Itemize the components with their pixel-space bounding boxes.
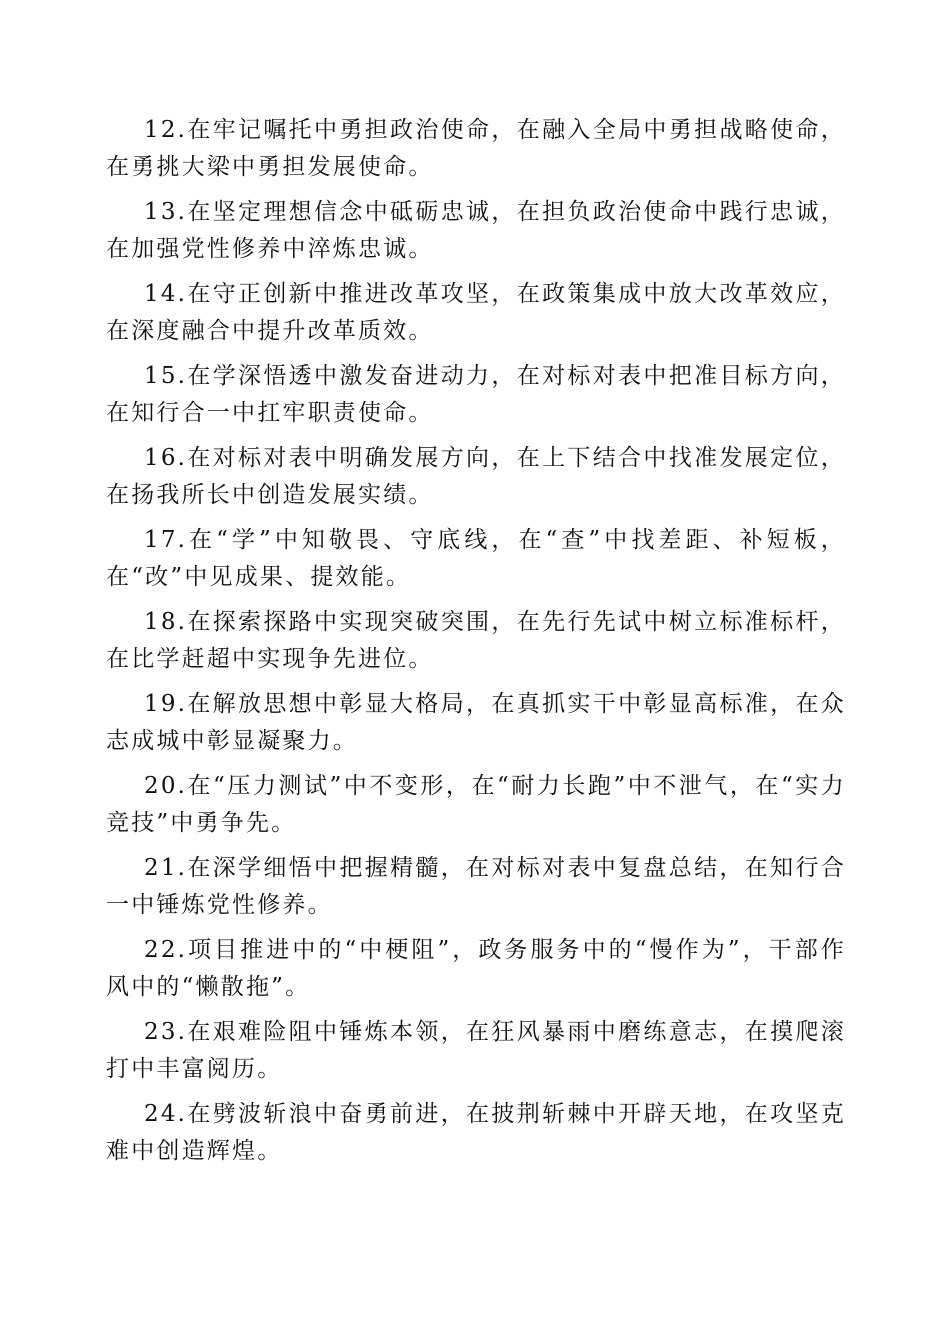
- paragraph-number: 17.: [144, 527, 188, 553]
- paragraph-21: [106, 850, 846, 932]
- paragraph-24: [106, 1096, 846, 1178]
- paragraph-18: [106, 604, 846, 686]
- paragraph-22: [106, 932, 846, 1014]
- paragraph-number: 13.: [144, 199, 188, 225]
- paragraph-16: [106, 440, 846, 522]
- paragraph-23: [106, 1014, 846, 1096]
- paragraph-20: [106, 768, 846, 850]
- paragraph-text: 项目推进中的“中梗阻”，政务服务中的“慢作为”，干部作风中的“懒散拖”。: [106, 937, 846, 1000]
- paragraph-text: 在探索探路中实现突破突围，在先行先试中树立标准标杆，在比学赶超中实现争先进位。: [106, 609, 846, 672]
- paragraph-14: [106, 276, 846, 358]
- paragraph-text: 在解放思想中彰显大格局，在真抓实干中彰显高标准，在众志成城中彰显凝聚力。: [106, 691, 846, 754]
- paragraph-13: [106, 194, 846, 276]
- paragraph-number: 20.: [144, 773, 188, 799]
- paragraph-number: 19.: [144, 691, 188, 717]
- paragraph-number: 14.: [144, 281, 188, 307]
- paragraph-text: 在劈波斩浪中奋勇前进，在披荆斩棘中开辟天地，在攻坚克难中创造辉煌。: [106, 1101, 846, 1164]
- paragraph-17: [106, 522, 846, 604]
- paragraph-number: 22.: [144, 937, 188, 963]
- paragraph-text: 在学深悟透中激发奋进动力，在对标对表中把准目标方向，在知行合一中扛牢职责使命。: [106, 363, 846, 426]
- paragraph-text: 在坚定理想信念中砥砺忠诚，在担负政治使命中践行忠诚，在加强党性修养中淬炼忠诚。: [106, 199, 846, 262]
- paragraph-number: 23.: [144, 1019, 188, 1045]
- paragraph-number: 12.: [144, 117, 188, 143]
- paragraph-text: 在对标对表中明确发展方向，在上下结合中找准发展定位，在扬我所长中创造发展实绩。: [106, 445, 846, 508]
- paragraph-text: 在“学”中知敬畏、守底线，在“查”中找差距、补短板，在“改”中见成果、提效能。: [106, 527, 846, 590]
- paragraph-number: 18.: [144, 609, 188, 635]
- paragraph-19: [106, 686, 846, 768]
- paragraph-text: 在守正创新中推进改革攻坚，在政策集成中放大改革效应，在深度融合中提升改革质效。: [106, 281, 846, 344]
- paragraph-text: 在深学细悟中把握精髓，在对标对表中复盘总结，在知行合一中锤炼党性修养。: [106, 855, 846, 918]
- paragraph-text: 在“压力测试”中不变形，在“耐力长跑”中不泄气，在“实力竞技”中勇争先。: [106, 773, 846, 836]
- paragraph-number: 15.: [144, 363, 188, 389]
- paragraph-12: [106, 112, 846, 194]
- paragraph-15: [106, 358, 846, 440]
- paragraph-number: 21.: [144, 855, 188, 881]
- document-body: [106, 112, 846, 1178]
- paragraph-text: 在艰难险阻中锤炼本领，在狂风暴雨中磨练意志，在摸爬滚打中丰富阅历。: [106, 1019, 846, 1082]
- paragraph-number: 24.: [144, 1101, 188, 1127]
- paragraph-text: 在牢记嘱托中勇担政治使命，在融入全局中勇担战略使命，在勇挑大梁中勇担发展使命。: [106, 117, 846, 180]
- paragraph-number: 16.: [144, 445, 188, 471]
